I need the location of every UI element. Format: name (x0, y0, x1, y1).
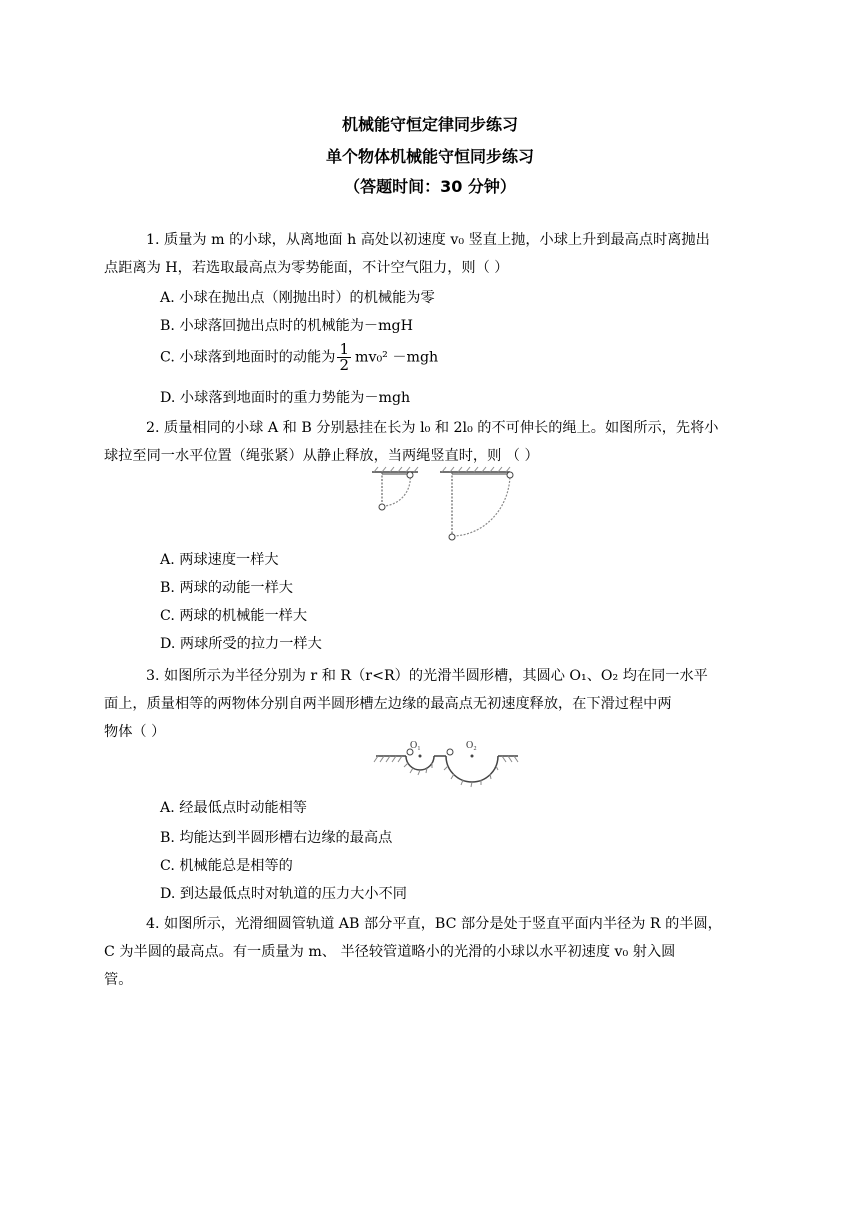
doc-time-limit: （答题时间：30 分钟） (344, 177, 516, 196)
q2-option-a: A. 两球速度一样大 (160, 552, 279, 568)
question-3-line-3: 物体（ ） (104, 724, 166, 740)
question-4-line-3: 管。 (104, 972, 133, 988)
question-3-line-2: 面上，质量相等的两物体分别自两半圆形槽左边缘的最高点无初速度释放，在下滑过程中两 (104, 696, 672, 712)
o2-label: O₂ (466, 740, 477, 751)
q1-option-d: D. 小球落到地面时的重力势能为－mgh (160, 390, 411, 406)
semicircle-troughs-figure (372, 738, 522, 788)
question-1-line-1: 1. 质量为 m 的小球，从离地面 h 高处以初速度 v₀ 竖直上抛，小球上升到最高点时离抛出 (146, 232, 710, 248)
question-1-line-2: 点距离为 H，若选取最高点为零势能面，不计空气阻力，则（ ） (104, 260, 509, 276)
fraction-numerator: 1 (339, 340, 349, 358)
q3-option-c: C. 机械能总是相等的 (160, 858, 293, 874)
question-4-line-1: 4. 如图所示，光滑细圆管轨道 AB 部分平直，BC 部分是处于竖直平面内半径为 R 的半圆， (146, 916, 722, 932)
q3-option-b: B. 均能达到半圆形槽右边缘的最高点 (160, 830, 393, 846)
question-2-line-2: 球拉至同一水平位置（绳张紧）从静止释放，当两绳竖直时，则 （ ） (104, 448, 539, 464)
question-3-line-1: 3. 如图所示为半径分别为 r 和 R（r<R）的光滑半圆形槽，其圆心 O₁、O₂ 均在同一水平 (146, 668, 708, 684)
fraction-denominator: 2 (339, 356, 349, 374)
question-4-line-2: C 为半圆的最高点。有一质量为 m、 半径较管道略小的光滑的小球以水平初速度 v₀ 射入圆 (104, 944, 676, 960)
q1-option-a: A. 小球在抛出点（刚抛出时）的机械能为零 (160, 290, 435, 306)
q2-option-d: D. 两球所受的拉力一样大 (160, 636, 322, 652)
q3-option-d: D. 到达最低点时对轨道的压力大小不同 (160, 886, 407, 902)
pendulum-figure (370, 466, 530, 544)
doc-subtitle: 单个物体机械能守恒同步练习 (325, 147, 534, 166)
q1-option-c-suffix: mv₀² －mgh (354, 349, 439, 366)
q2-option-b: B. 两球的动能一样大 (160, 580, 293, 596)
question-2-line-1: 2. 质量相同的小球 A 和 B 分别悬挂在长为 l₀ 和 2l₀ 的不可伸长的绳上。如图所示，先将小 (146, 420, 719, 436)
q1-option-c (160, 342, 438, 373)
fraction-one-half (337, 342, 351, 373)
q1-option-b: B. 小球落回抛出点时的机械能为－mgH (160, 318, 413, 334)
doc-title: 机械能守恒定律同步练习 (341, 115, 518, 134)
q1-option-c-prefix: C. 小球落到地面时的动能为 (160, 349, 336, 366)
q2-option-c: C. 两球的机械能一样大 (160, 608, 308, 624)
o1-label: O₁ (410, 740, 421, 751)
q3-option-a: A. 经最低点时动能相等 (160, 800, 307, 816)
